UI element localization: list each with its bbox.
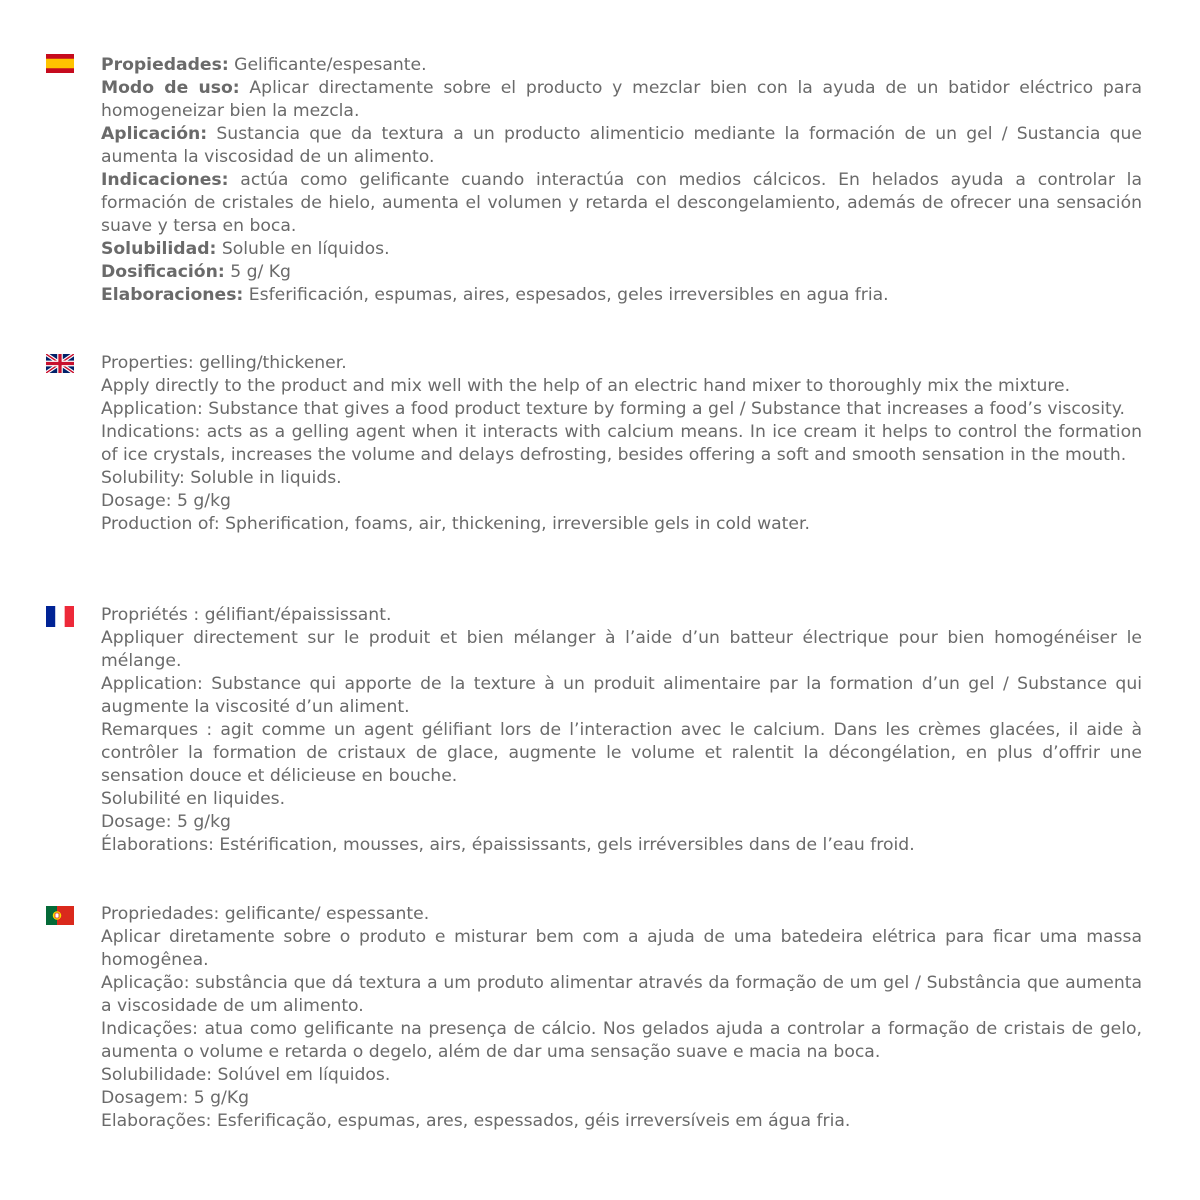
usage-line: Aplicar diretamente sobre o produto e misturar bem com a ajuda de uma batedeira elétrica para ficar uma massa homogênea. <box>101 927 1142 970</box>
usage-text: Aplicar directamente sobre el producto y mezclar bien con la ayuda de un batidor eléctrico para homogeneizar bien la mezcla. <box>101 78 1142 121</box>
section-text-es <box>101 54 1142 307</box>
portugal-flag-icon <box>46 906 74 925</box>
dosage-line <box>101 261 1142 284</box>
dosage-line: Dosage: 5 g/kg <box>101 491 231 511</box>
elaborations-line <box>101 284 1142 307</box>
property-line: Propriétés : gélifiant/épaississant. <box>101 605 392 625</box>
solubility-line: Solubilidade: Solúvel em líquidos. <box>101 1065 391 1085</box>
application-label: Aplicación: <box>101 124 208 144</box>
indications-label: Indicaciones: <box>101 170 229 190</box>
remarks-line: Remarques : agit comme un agent gélifiant lors de l’interaction avec le calcium. Dans les crèmes glacées, il aide à contrôler la formation de cristaux de glace, augmente le volume et ralentit la décongélation, en plus d’offrir une sensation douce et délicieuse en bouche. <box>101 720 1142 786</box>
section-text-en <box>101 352 1142 536</box>
property-line: Propriedades: gelificante/ espessante. <box>101 904 430 924</box>
application-line <box>101 123 1142 169</box>
solubility-label: Solubilidad: <box>101 239 217 259</box>
production-line: Production of: Spherification, foams, air, thickening, irreversible gels in cold water. <box>101 514 810 534</box>
application-line: Application: Substance qui apporte de la texture à un produit alimentaire par la formation d’un gel / Substance qui augmente la viscosité d’un aliment. <box>101 674 1142 717</box>
elaborations-label: Elaboraciones: <box>101 285 244 305</box>
france-flag-icon <box>46 606 74 627</box>
property-line: Properties: gelling/thickener. <box>101 353 347 373</box>
application-line: Aplicação: substância que dá textura a um produto alimentar através da formação de um gel / Substância que aumenta a viscosidade de um alimento. <box>101 973 1142 1016</box>
solubility-line: Solubility: Soluble in liquids. <box>101 468 342 488</box>
application-text: Sustancia que da textura a un producto alimenticio mediante la formación de un gel / Sustancia que aumenta la viscosidad de un alimento. <box>101 124 1142 167</box>
elaborations-text: Esferificación, espumas, aires, espesados, geles irreversibles en agua fria. <box>243 285 889 305</box>
usage-line: Appliquer directement sur le produit et bien mélanger à l’aide d’un batteur électrique pour bien homogénéiser le mélange. <box>101 628 1142 671</box>
property-label: Propiedades: <box>101 55 229 75</box>
section-text-pt <box>101 903 1142 1133</box>
dosage-label: Dosificación: <box>101 262 225 282</box>
indications-line: Indications: acts as a gelling agent when it interacts with calcium means. In ice cream it helps to control the formation of ice crystals, increases the volume and delays defrosting, besides offering a soft and smooth sensation in the mouth. <box>101 422 1142 465</box>
solubility-line <box>101 238 1142 261</box>
solubility-text: Soluble en líquidos. <box>216 239 390 259</box>
indications-line: Indicações: atua como gelificante na presença de cálcio. Nos gelados ajuda a controlar a formação de cristais de gelo, aumenta o volume e retarda o degelo, além de dar uma sensação suave e macia na boca. <box>101 1019 1142 1062</box>
uk-flag-icon <box>46 354 74 373</box>
property-line <box>101 54 1142 77</box>
usage-line <box>101 77 1142 123</box>
property-text: Gelificante/espesante. <box>228 55 427 75</box>
spain-flag-icon <box>46 54 74 73</box>
dosage-text: 5 g/ Kg <box>224 262 291 282</box>
indications-line <box>101 169 1142 238</box>
elaborations-line: Élaborations: Estérification, mousses, airs, épaississants, gels irréversibles dans de l’eau froid. <box>101 835 915 855</box>
usage-line: Apply directly to the product and mix well with the help of an electric hand mixer to thoroughly mix the mixture. <box>101 376 1071 396</box>
section-text-fr <box>101 604 1142 857</box>
dosage-line: Dosage: 5 g/kg <box>101 812 231 832</box>
application-line: Application: Substance that gives a food product texture by forming a gel / Substance that increases a food’s viscosity. <box>101 399 1125 419</box>
dosage-line: Dosagem: 5 g/Kg <box>101 1088 249 1108</box>
solubility-line: Solubilité en liquides. <box>101 789 286 809</box>
elaborations-line: Elaborações: Esferificação, espumas, ares, espessados, géis irreversíveis em água fria. <box>101 1111 851 1131</box>
indications-text: actúa como gelificante cuando interactúa con medios cálcicos. En helados ayuda a controlar la formación de cristales de hielo, aumenta el volumen y retarda el descongelamiento, además de ofrecer una sensación suave y tersa en boca. <box>101 170 1142 236</box>
usage-label: Modo de uso: <box>101 78 240 98</box>
